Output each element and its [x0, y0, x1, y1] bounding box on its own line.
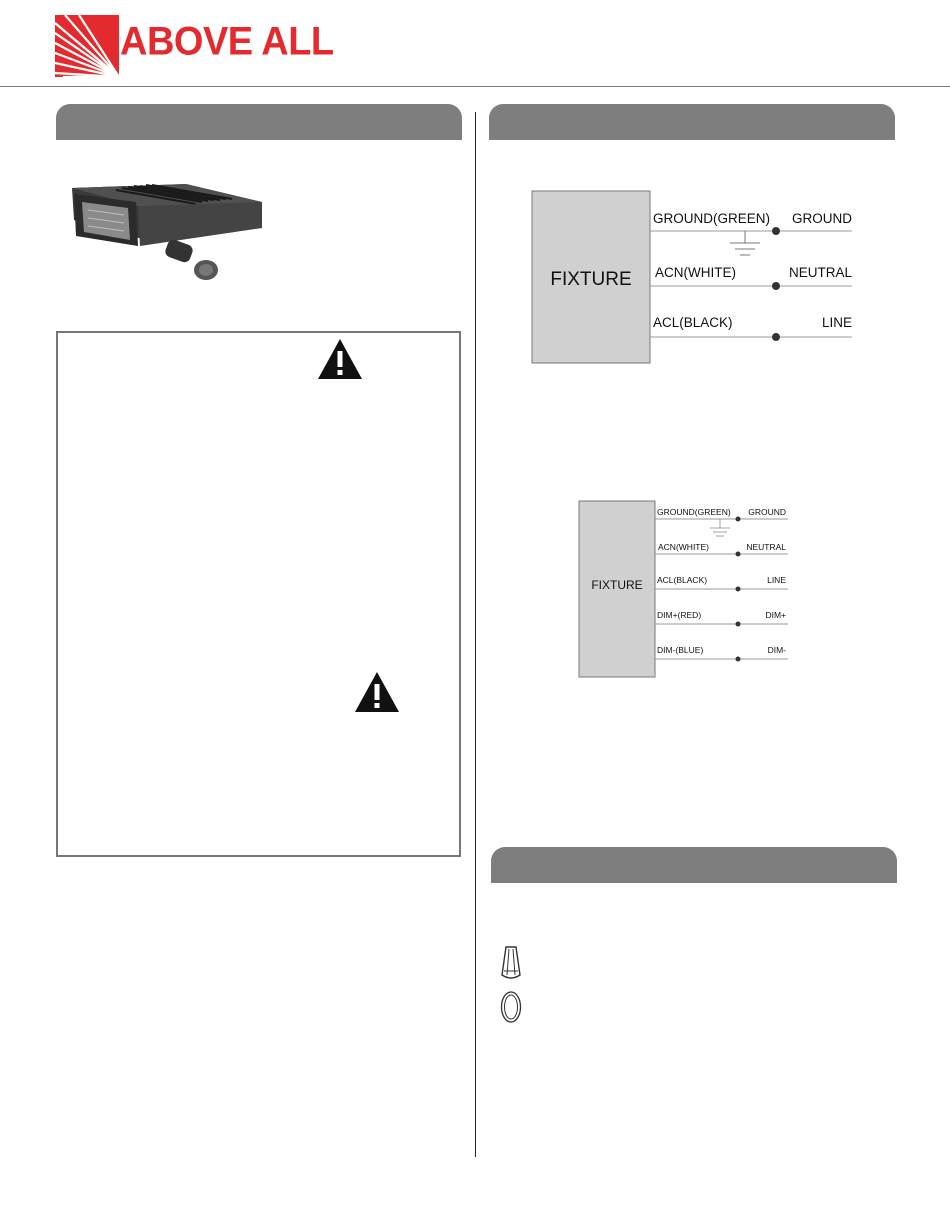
- section-header-bar-left: [56, 104, 462, 140]
- terminal-dot: [736, 517, 741, 522]
- brand-name: ABOVE ALL: [120, 19, 334, 65]
- section-header-bar-right-lower: [491, 847, 897, 883]
- wire-nut-icon: [500, 945, 522, 981]
- wire-label: DIM-(BLUE): [657, 645, 704, 655]
- terminal-dot: [736, 622, 741, 627]
- warning-box: [56, 331, 461, 857]
- wire-label: ACN(WHITE): [655, 265, 736, 280]
- header-divider: [0, 86, 950, 87]
- wiring-diagram-dimming: [570, 495, 795, 685]
- terminal-label: GROUND: [748, 507, 786, 517]
- terminal-dot: [772, 333, 780, 341]
- warning-triangle-icon: [353, 670, 401, 714]
- terminal-dot: [772, 282, 780, 290]
- product-image: [66, 180, 262, 290]
- washer-ring-icon: [500, 990, 522, 1024]
- wire-label: GROUND(GREEN): [653, 211, 770, 226]
- terminal-label: NEUTRAL: [746, 542, 786, 552]
- terminal-dot: [772, 227, 780, 235]
- wire-label: ACL(BLACK): [657, 575, 708, 585]
- terminal-dot: [736, 657, 741, 662]
- terminal-label: LINE: [821, 315, 852, 330]
- wiring-diagram-basic: [520, 186, 860, 366]
- wire-label: GROUND(GREEN): [657, 507, 731, 517]
- wire-label: ACN(WHITE): [658, 542, 709, 552]
- section-header-bar-right: [489, 104, 895, 140]
- terminal-dot: [736, 587, 741, 592]
- sunburst-logo-icon: [55, 15, 119, 77]
- terminal-label: NEUTRAL: [788, 265, 852, 280]
- terminal-label: GROUND: [792, 211, 852, 226]
- terminal-label: DIM-: [767, 645, 786, 655]
- fixture-label: FIXTURE: [591, 578, 643, 592]
- terminal-dot: [736, 552, 741, 557]
- wire-label: DIM+(RED): [657, 610, 702, 620]
- warning-triangle-icon: [316, 337, 364, 381]
- fixture-label: FIXTURE: [550, 269, 632, 290]
- terminal-label: LINE: [767, 575, 786, 585]
- column-divider: [475, 112, 476, 1157]
- ground-symbol: [730, 231, 760, 255]
- wire-label: ACL(BLACK): [653, 315, 733, 330]
- terminal-label: DIM+: [765, 610, 786, 620]
- ground-symbol: [710, 519, 730, 536]
